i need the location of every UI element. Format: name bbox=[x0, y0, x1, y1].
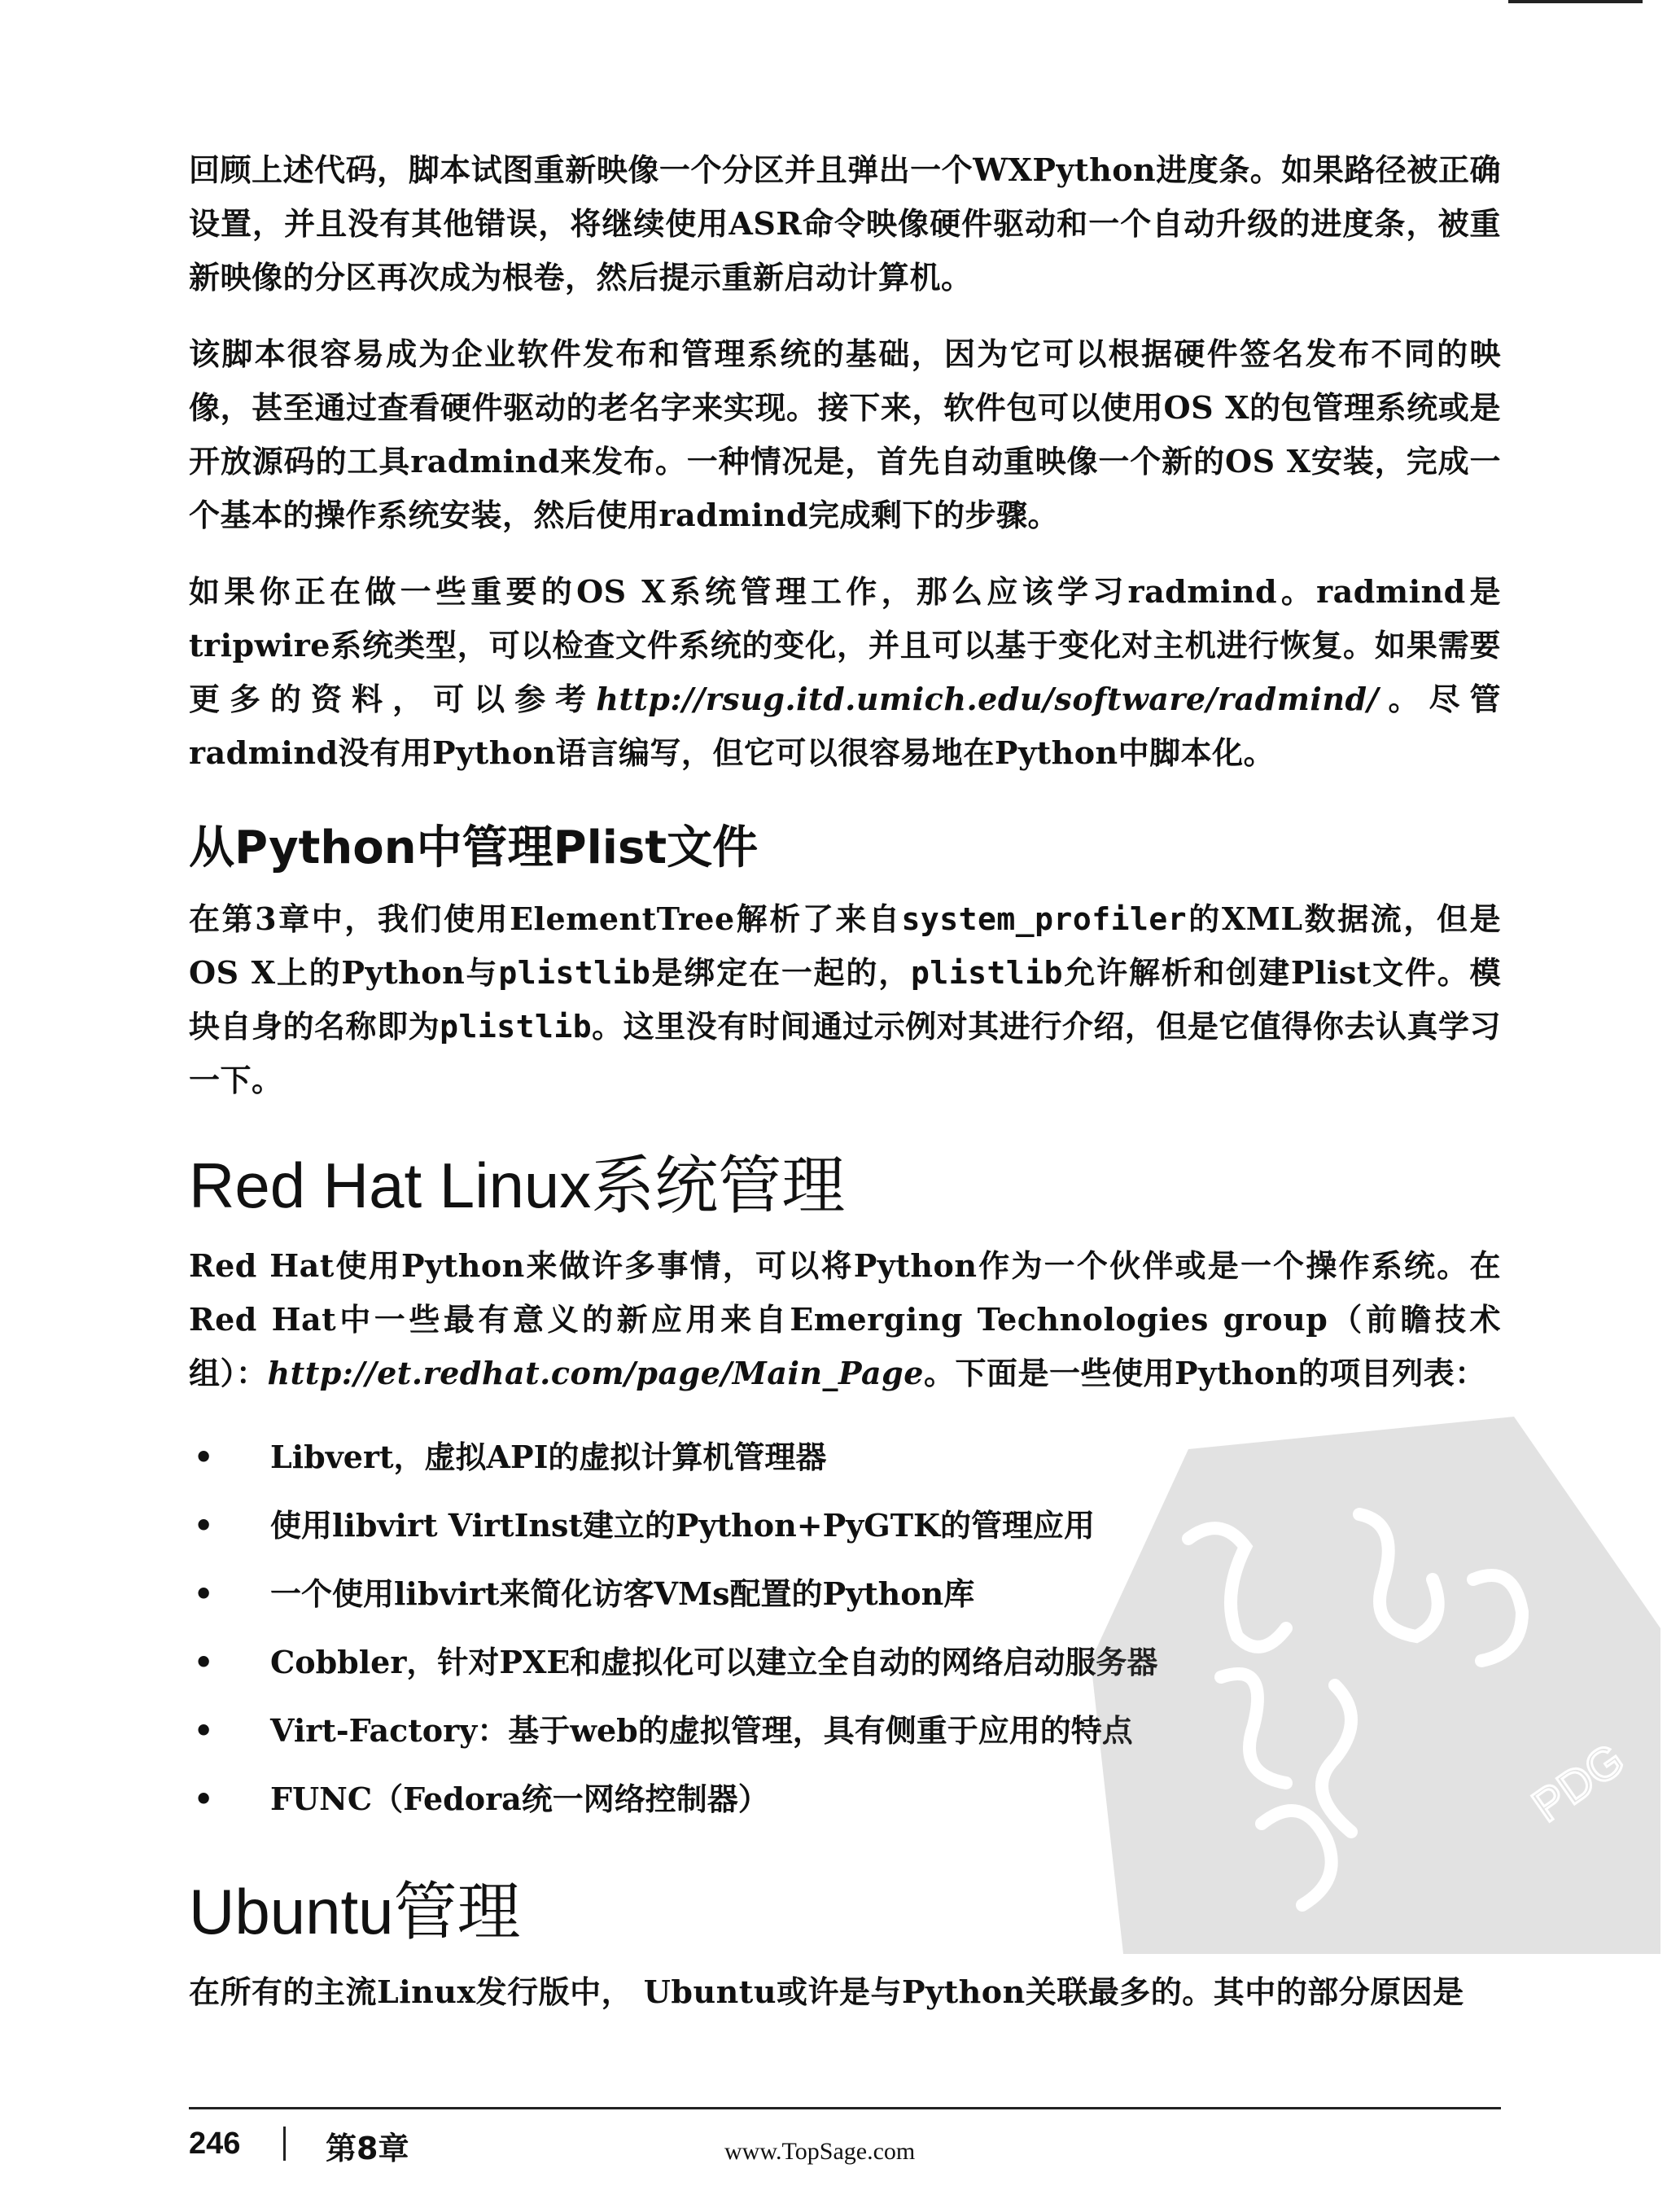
paragraph-4-text-b: 的XML数据流，但是OS X上的Python与 bbox=[189, 900, 1501, 991]
page-number: 246 bbox=[189, 2127, 241, 2161]
list-item: • 使用libvirt VirtInst建立的Python+PyGTK的管理应用 bbox=[189, 1491, 1501, 1560]
list-item: • 一个使用libvirt来简化访客VMs配置的Python库 bbox=[189, 1560, 1501, 1628]
watermark-seal-shape bbox=[1091, 1417, 1660, 1954]
heading-ubuntu: Ubuntu管理 bbox=[189, 1876, 521, 1947]
list-item: • Cobbler，针对PXE和虚拟化可以建立全自动的网络启动服务器 bbox=[189, 1628, 1501, 1697]
footer-separator bbox=[283, 2127, 286, 2161]
paragraph-4-text-c: 是绑定在一起的， bbox=[650, 954, 912, 991]
paragraph-5-text-a: Red Hat使用Python来做许多事情，可以将Python作为一个伙伴或是一个操作系统。在Red Hat中一些最有意义的新应用来自Emerging Technologies group（前瞻技术组）： bbox=[189, 1247, 1501, 1391]
code-plistlib-1: plistlib bbox=[498, 955, 651, 991]
list-item: • Libvert，虚拟API的虚拟计算机管理器 bbox=[189, 1423, 1501, 1491]
paragraph-5-text-b: 。下面是一些使用Python的项目列表： bbox=[923, 1355, 1486, 1391]
footer-rule bbox=[189, 2107, 1501, 2109]
top-corner-rule bbox=[1508, 0, 1643, 3]
list-item: • Virt-Factory：基于web的虚拟管理，具有侧重于应用的特点 bbox=[189, 1697, 1501, 1765]
paragraph-1: 回顾上述代码，脚本试图重新映像一个分区并且弹出一个WXPython进度条。如果路径被正确设置，并且没有其他错误，将继续使用ASR命令映像硬件驱动和一个自动升级的进度条，被重新映像的分区再次成为根卷，然后提示重新启动计算机。 bbox=[189, 151, 1501, 296]
paragraph-3-text-b: 。尽管radmind没有用Python语言编写，但它可以很容易地在Python中脚本化。 bbox=[189, 681, 1501, 771]
heading-plist: 从Python中管理Plist文件 bbox=[189, 821, 759, 874]
paragraph-6: 在所有的主流Linux发行版中， Ubuntu或许是与Python关联最多的。其中的部分原因是 bbox=[189, 1973, 1464, 2010]
paragraph-5 bbox=[189, 1239, 1501, 1400]
code-plistlib-2: plistlib bbox=[911, 955, 1064, 991]
chapter-label: 第8章 bbox=[326, 2131, 409, 2166]
radmind-link[interactable]: http://rsug.itd.umich.edu/software/radmind/ bbox=[596, 681, 1379, 717]
redhat-link[interactable]: http://et.redhat.com/page/Main_Page bbox=[267, 1355, 924, 1391]
code-plistlib-3: plistlib bbox=[440, 1009, 593, 1045]
paragraph-4-text-a: 在第3章中，我们使用ElementTree解析了来自 bbox=[189, 900, 902, 937]
watermark-seal bbox=[1091, 1417, 1660, 1954]
paragraph-2: 该脚本很容易成为企业软件发布和管理系统的基础，因为它可以根据硬件签名发布不同的映像，甚至通过查看硬件驱动的老名字来实现。接下来，软件包可以使用OS X的包管理系统或是开放源码的工具radmind来发布。一种情况是，首先自动重映像一个新的OS X安装，完成一个基本的操作系统安装，然后使用radmind完成剩下的步骤。 bbox=[189, 335, 1501, 533]
paragraph-4-text-e: 。这里没有时间通过示例对其进行介绍，但是它值得你去认真学习一下。 bbox=[189, 1008, 1501, 1098]
list-item: • FUNC（Fedora统一网络控制器） bbox=[189, 1765, 1501, 1833]
paragraph-4-text-d: 允许解析和创建Plist文件。模块自身的名称即为 bbox=[189, 954, 1501, 1045]
paragraph-3-text-a: 如果你正在做一些重要的OS X系统管理工作，那么应该学习radmind。radmind是tripwire系统类型，可以检查文件系统的变化，并且可以基于变化对主机进行恢复。如果需要更多的资料，可以参考 bbox=[189, 573, 1501, 717]
paragraph-3 bbox=[189, 565, 1501, 780]
code-system-profiler: system_profiler bbox=[901, 901, 1188, 937]
heading-redhat: Red Hat Linux系统管理 bbox=[189, 1150, 846, 1221]
paragraph-4 bbox=[189, 892, 1501, 1107]
watermark-pdg-text: PDG bbox=[1522, 1732, 1634, 1832]
site-url: www.TopSage.com bbox=[724, 2138, 916, 2165]
